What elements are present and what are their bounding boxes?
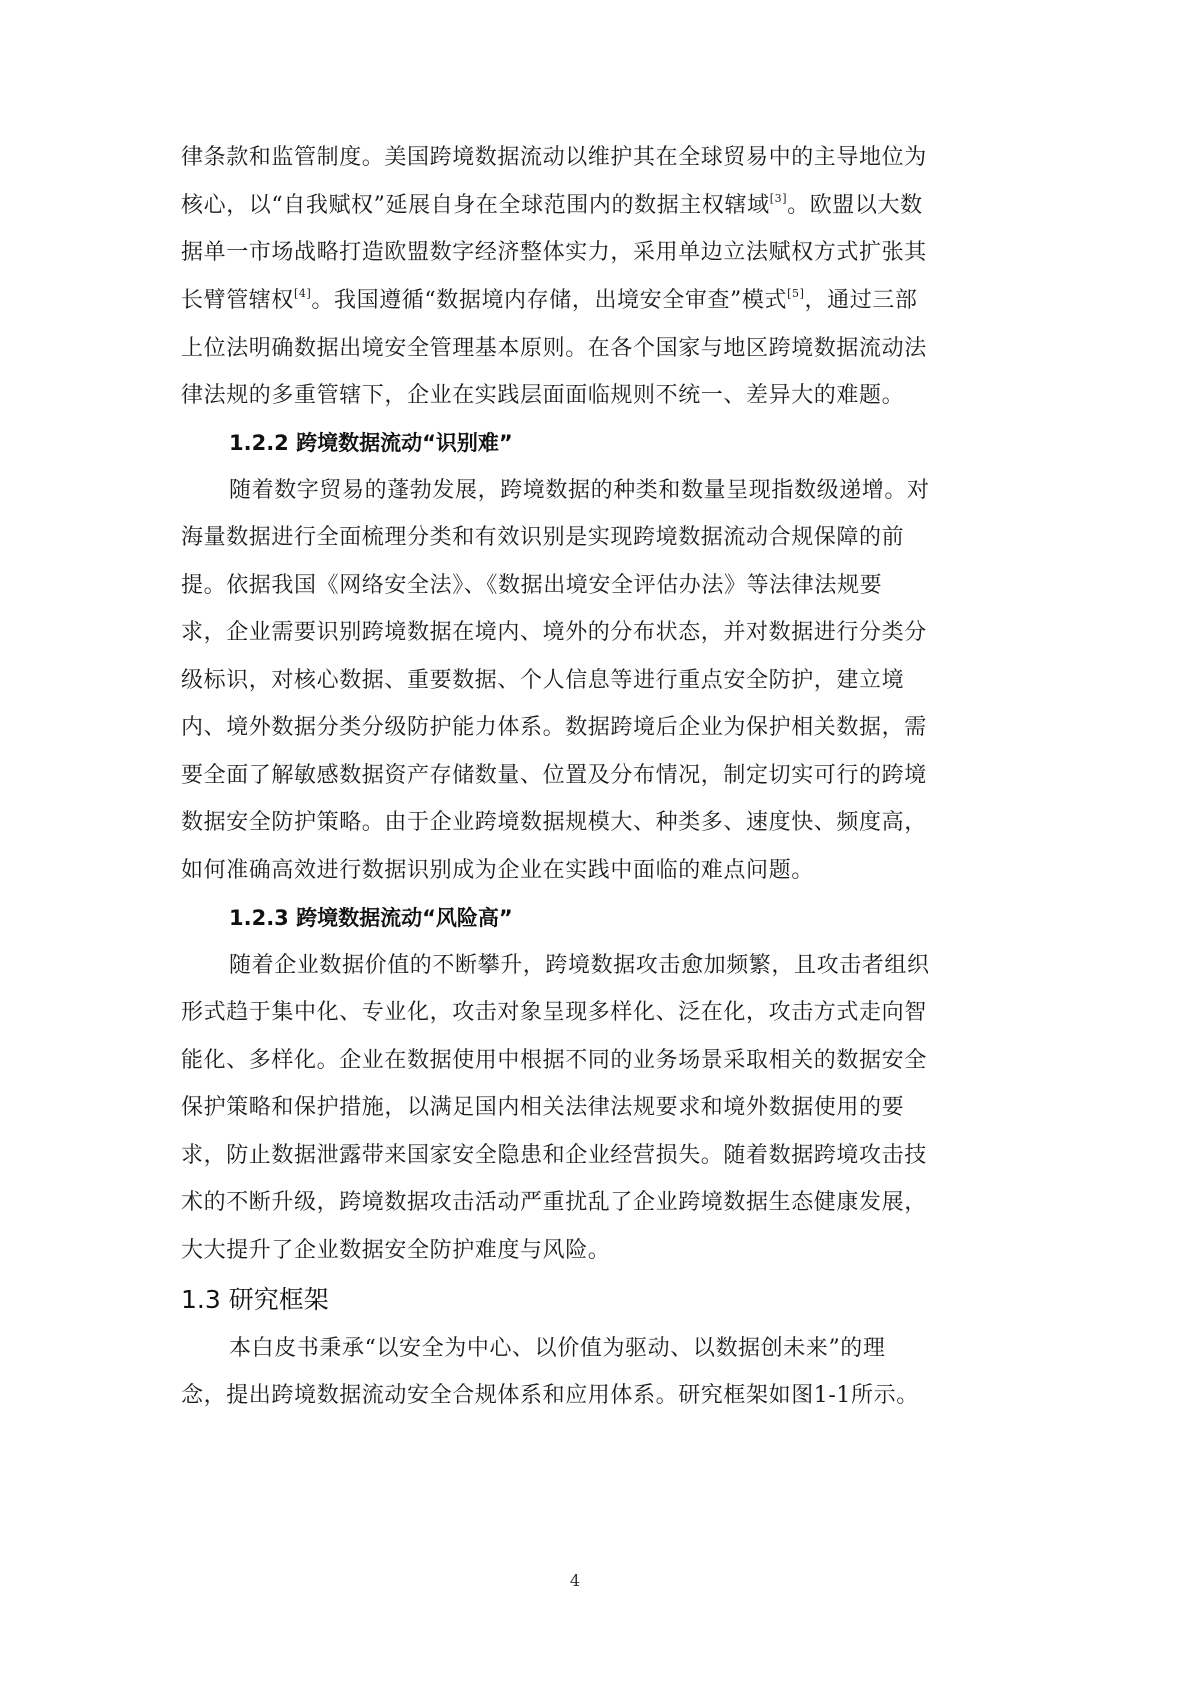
paragraph-line: 海量数据进行全面梳理分类和有效识别是实现跨境数据流动合规保障的前 [181, 525, 905, 550]
citation-ref[interactable]: [3] [769, 192, 788, 205]
paragraph-line: 上位法明确数据出境安全管理基本原则。在各个国家与地区跨境数据流动法 [181, 336, 927, 361]
paragraph-line: 数据安全防护策略。由于企业跨境数据规模大、种类多、速度快、频度高， [181, 810, 927, 835]
paragraph-line: 术的不断升级，跨境数据攻击活动严重扰乱了企业跨境数据生态健康发展， [181, 1190, 927, 1215]
paragraph-line: 本白皮书秉承“以安全为中心、以价值为驱动、以数据创未来”的理 [229, 1336, 886, 1361]
section-heading-1-3: 1.3 研究框架 [181, 1285, 329, 1314]
paragraph-line: 大大提升了企业数据安全防护难度与风险。 [181, 1238, 611, 1263]
citation-ref[interactable]: [5] [787, 287, 805, 300]
paragraph-line: 要全面了解敏感数据资产存储数量、位置及分布情况，制定切实可行的跨境 [181, 763, 927, 788]
paragraph-line: 求，防止数据泄露带来国家安全隐患和企业经营损失。随着数据跨境攻击技 [181, 1143, 927, 1168]
paragraph-line: 随着数字贸易的蓬勃发展，跨境数据的种类和数量呈现指数级递增。对 [229, 478, 930, 503]
paragraph-line: 长臂管辖权[4]。我国遵循“数据境内存储，出境安全审查”模式[5]，通过三部 [181, 287, 918, 313]
paragraph-line: 保护策略和保护措施，以满足国内相关法律法规要求和境外数据使用的要 [181, 1095, 905, 1120]
page-number: 4 [569, 1571, 581, 1590]
paragraph-line: 念，提出跨境数据流动安全合规体系和应用体系。研究框架如图1-1所示。 [181, 1383, 919, 1408]
paragraph-line: 级标识，对核心数据、重要数据、个人信息等进行重点安全防护，建立境 [181, 668, 905, 693]
paragraph-line: 如何准确高效进行数据识别成为企业在实践中面临的难点问题。 [181, 858, 814, 883]
paragraph-line: 能化、多样化。企业在数据使用中根据不同的业务场景采取相关的数据安全 [181, 1048, 927, 1073]
citation-ref[interactable]: [4] [294, 287, 312, 300]
section-heading-1-2-3: 1.2.3 跨境数据流动“风险高” [229, 906, 513, 930]
paragraph-line: 律法规的多重管辖下，企业在实践层面面临规则不统一、差异大的难题。 [181, 383, 905, 408]
paragraph-line: 据单一市场战略打造欧盟数字经济整体实力，采用单边立法赋权方式扩张其 [181, 240, 927, 265]
paragraph-line: 核心，以“自我赋权”延展自身在全球范围内的数据主权辖域[3]。欧盟以大数 [181, 192, 923, 218]
paragraph-line: 求，企业需要识别跨境数据在境内、境外的分布状态，并对数据进行分类分 [181, 620, 927, 645]
paragraph-line: 内、境外数据分类分级防护能力体系。数据跨境后企业为保护相关数据，需 [181, 715, 927, 740]
paragraph-line: 律条款和监管制度。美国跨境数据流动以维护其在全球贸易中的主导地位为 [181, 145, 927, 170]
paragraph-line: 随着企业数据价值的不断攀升，跨境数据攻击愈加频繁，且攻击者组织 [229, 953, 930, 978]
paragraph-line: 形式趋于集中化、专业化，攻击对象呈现多样化、泛在化，攻击方式走向智 [181, 1000, 927, 1025]
section-heading-1-2-2: 1.2.2 跨境数据流动“识别难” [229, 431, 513, 455]
paragraph-line: 提。依据我国《网络安全法》、《数据出境安全评估办法》等法律法规要 [181, 573, 883, 598]
